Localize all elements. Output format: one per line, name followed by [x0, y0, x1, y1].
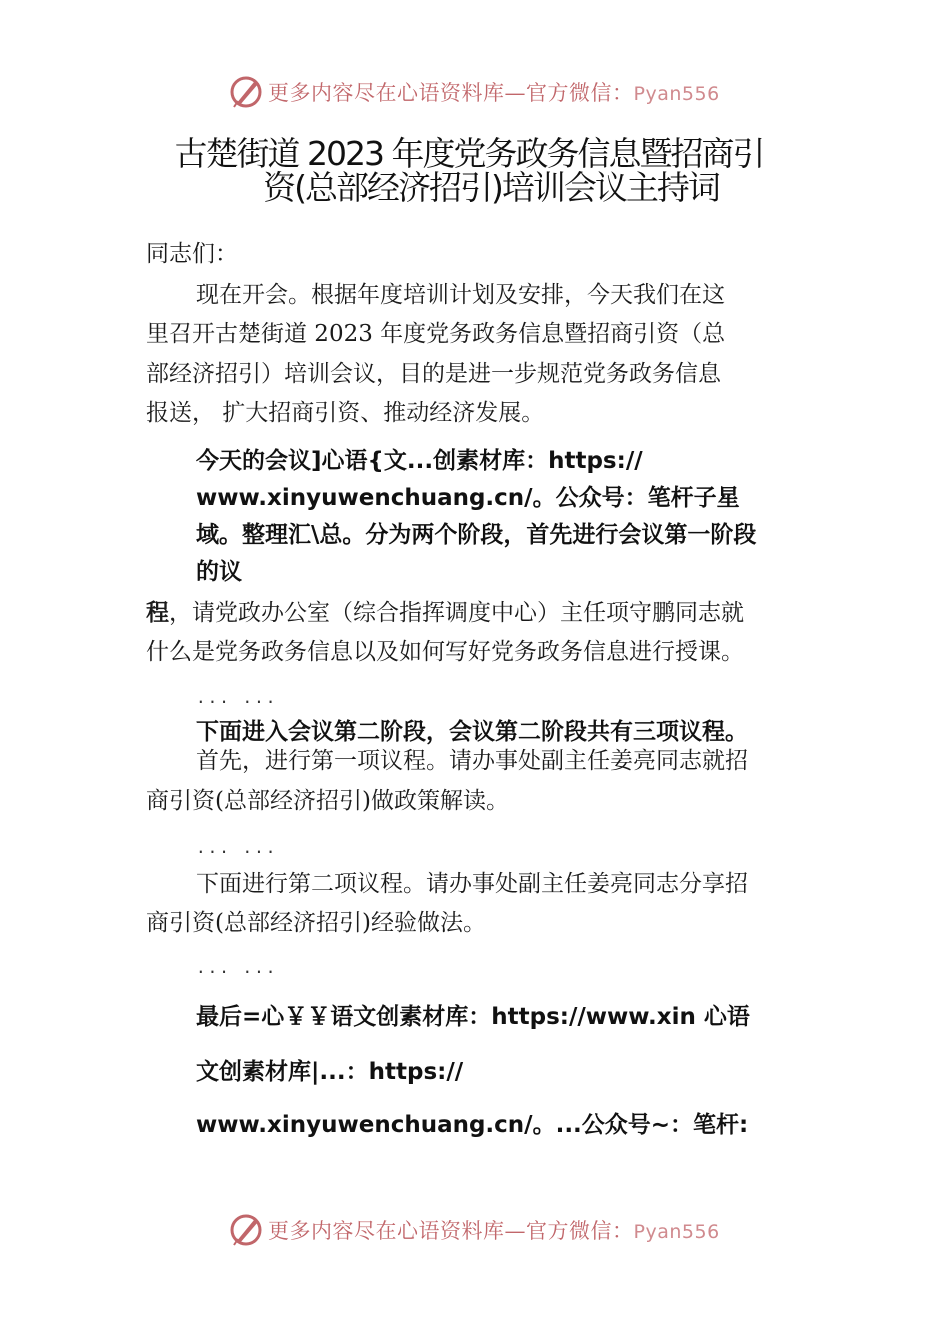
- bold-block-1-line-4: 的议: [196, 559, 242, 585]
- paragraph-2-line-1-text: ，请党政办公室（综合指挥调度中心）主任项守鹏同志就: [169, 600, 744, 626]
- ellipsis-3: ... ...: [196, 958, 278, 977]
- bold-block-1-line-1: 今天的会议]心语{文...创素材库：https://: [196, 448, 643, 474]
- paragraph-1-line-3: 部经济招引）培训会议，目的是进一步规范党务政务信息: [146, 361, 721, 387]
- quill-logo-icon: [228, 1212, 264, 1248]
- bold-block-1-line-2: www.xinyuwenchuang.cn/。公众号：笔杆子星: [196, 485, 740, 511]
- bold-block-2: 下面进入会议第二阶段，会议第二阶段共有三项议程。: [196, 719, 748, 745]
- paragraph-1-line-2: 里召开古楚街道 2023 年度党务政务信息暨招商引资（总: [146, 321, 726, 347]
- ellipsis-2: ... ...: [196, 838, 278, 857]
- footer-banner: [228, 1210, 720, 1250]
- paragraph-4-line-1: 下面进行第二项议程。请办事处副主任姜亮同志分享招: [196, 871, 748, 897]
- paragraph-3-line-2: 商引资(总部经济招引)做政策解读。: [146, 788, 509, 814]
- document-title-line-1: 古楚街道 2023 年度党务政务信息暨招商引: [174, 134, 764, 173]
- bold-block-3-line-1: 最后=心￥￥语文创素材库：https://www.xin 心语: [196, 1004, 750, 1030]
- bold-block-3-line-2: 文创素材库|...：https://: [196, 1059, 464, 1085]
- paragraph-2-line-2: 什么是党务政务信息以及如何写好党务政务信息进行授课。: [146, 639, 744, 665]
- paragraph-3-line-1: 首先，进行第一项议程。请办事处副主任姜亮同志就招: [196, 748, 748, 774]
- header-banner: [228, 72, 720, 112]
- ellipsis-1: ... ...: [196, 688, 278, 707]
- paragraph-2-line-1: [146, 593, 744, 633]
- paragraph-4-line-2: 商引资(总部经济招引)经验做法。: [146, 910, 486, 936]
- bold-block-3-line-3: www.xinyuwenchuang.cn/。...公众号~：笔杆:: [196, 1112, 749, 1138]
- paragraph-2-bold-char: 程: [146, 600, 169, 626]
- banner-text: 更多内容尽在心语资料库—官方微信：Pyan556: [268, 81, 720, 105]
- wechat-id: Pyan556: [633, 1221, 720, 1243]
- banner-text: 更多内容尽在心语资料库—官方微信：Pyan556: [268, 1219, 720, 1243]
- bold-block-1-line-3: 域。整理汇\总。分为两个阶段，首先进行会议第一阶段: [196, 522, 757, 548]
- wechat-id: Pyan556: [633, 83, 720, 105]
- paragraph-1-line-1: 现在开会。根据年度培训计划及安排，今天我们在这: [196, 282, 725, 308]
- quill-logo-icon: [228, 74, 264, 110]
- paragraph-1-line-4: 报送， 扩大招商引资、推动经济发展。: [146, 400, 545, 426]
- greeting: 同志们：: [146, 241, 238, 267]
- document-title-line-2: 资(总部经济招引)培训会议主持词: [263, 168, 719, 207]
